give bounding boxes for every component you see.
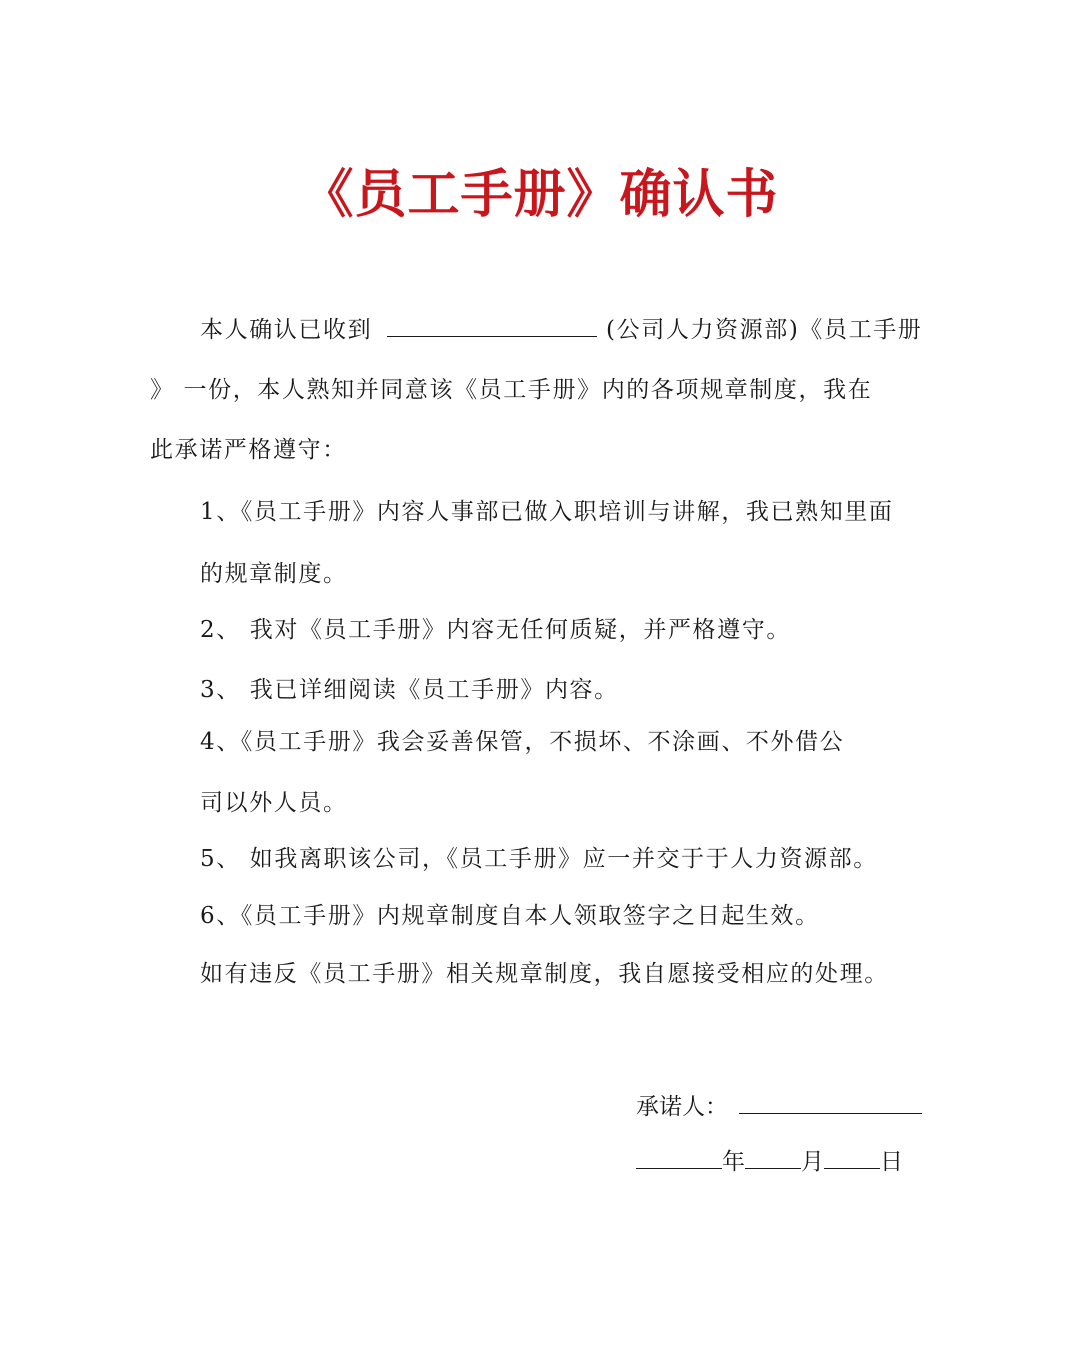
year-label: 年 [722, 1149, 745, 1175]
intro-line-1 [200, 313, 922, 347]
month-blank[interactable] [745, 1146, 801, 1169]
list-item-1-line-2: 的规章制度。 [200, 561, 348, 587]
day-blank[interactable] [824, 1146, 880, 1169]
year-blank[interactable] [636, 1146, 722, 1169]
date-line [636, 1145, 903, 1179]
intro-department-text: (公司人力资源部)《员工手册 [606, 317, 923, 343]
intro-received-text: 本人确认已收到 [200, 317, 373, 343]
day-label: 日 [880, 1149, 903, 1175]
month-label: 月 [801, 1149, 824, 1175]
signer-label: 承诺人： [636, 1094, 728, 1120]
list-item-6: 6、《员工手册》内规章制度自本人领取签字之日起生效。 [200, 903, 820, 929]
signer-blank[interactable] [739, 1091, 922, 1114]
list-item-5: 5、 如我离职该公司，《员工手册》应一并交于于人力资源部。 [200, 846, 878, 872]
signature-line [636, 1090, 922, 1124]
closing-statement: 如有违反《员工手册》相关规章制度，我自愿接受相应的处理。 [200, 961, 889, 987]
list-item-3: 3、 我已详细阅读《员工手册》内容。 [200, 677, 619, 703]
intro-line-2: 》 一份，本人熟知并同意该《员工手册》内的各项规章制度，我在 [150, 377, 873, 403]
list-item-2: 2、 我对《员工手册》内容无任何质疑，并严格遵守。 [200, 617, 791, 643]
list-item-4-line-2: 司以外人员。 [200, 790, 348, 816]
document-title: 《员工手册》确认书 [301, 165, 779, 225]
intro-line-3: 此承诺严格遵守： [150, 437, 347, 463]
list-item-1-line-1: 1、《员工手册》内容人事部已做入职培训与讲解，我已熟知里面 [200, 499, 894, 525]
company-name-blank[interactable] [387, 314, 597, 337]
list-item-4-line-1: 4、《员工手册》我会妥善保管，不损坏、不涂画、不外借公 [200, 729, 845, 755]
